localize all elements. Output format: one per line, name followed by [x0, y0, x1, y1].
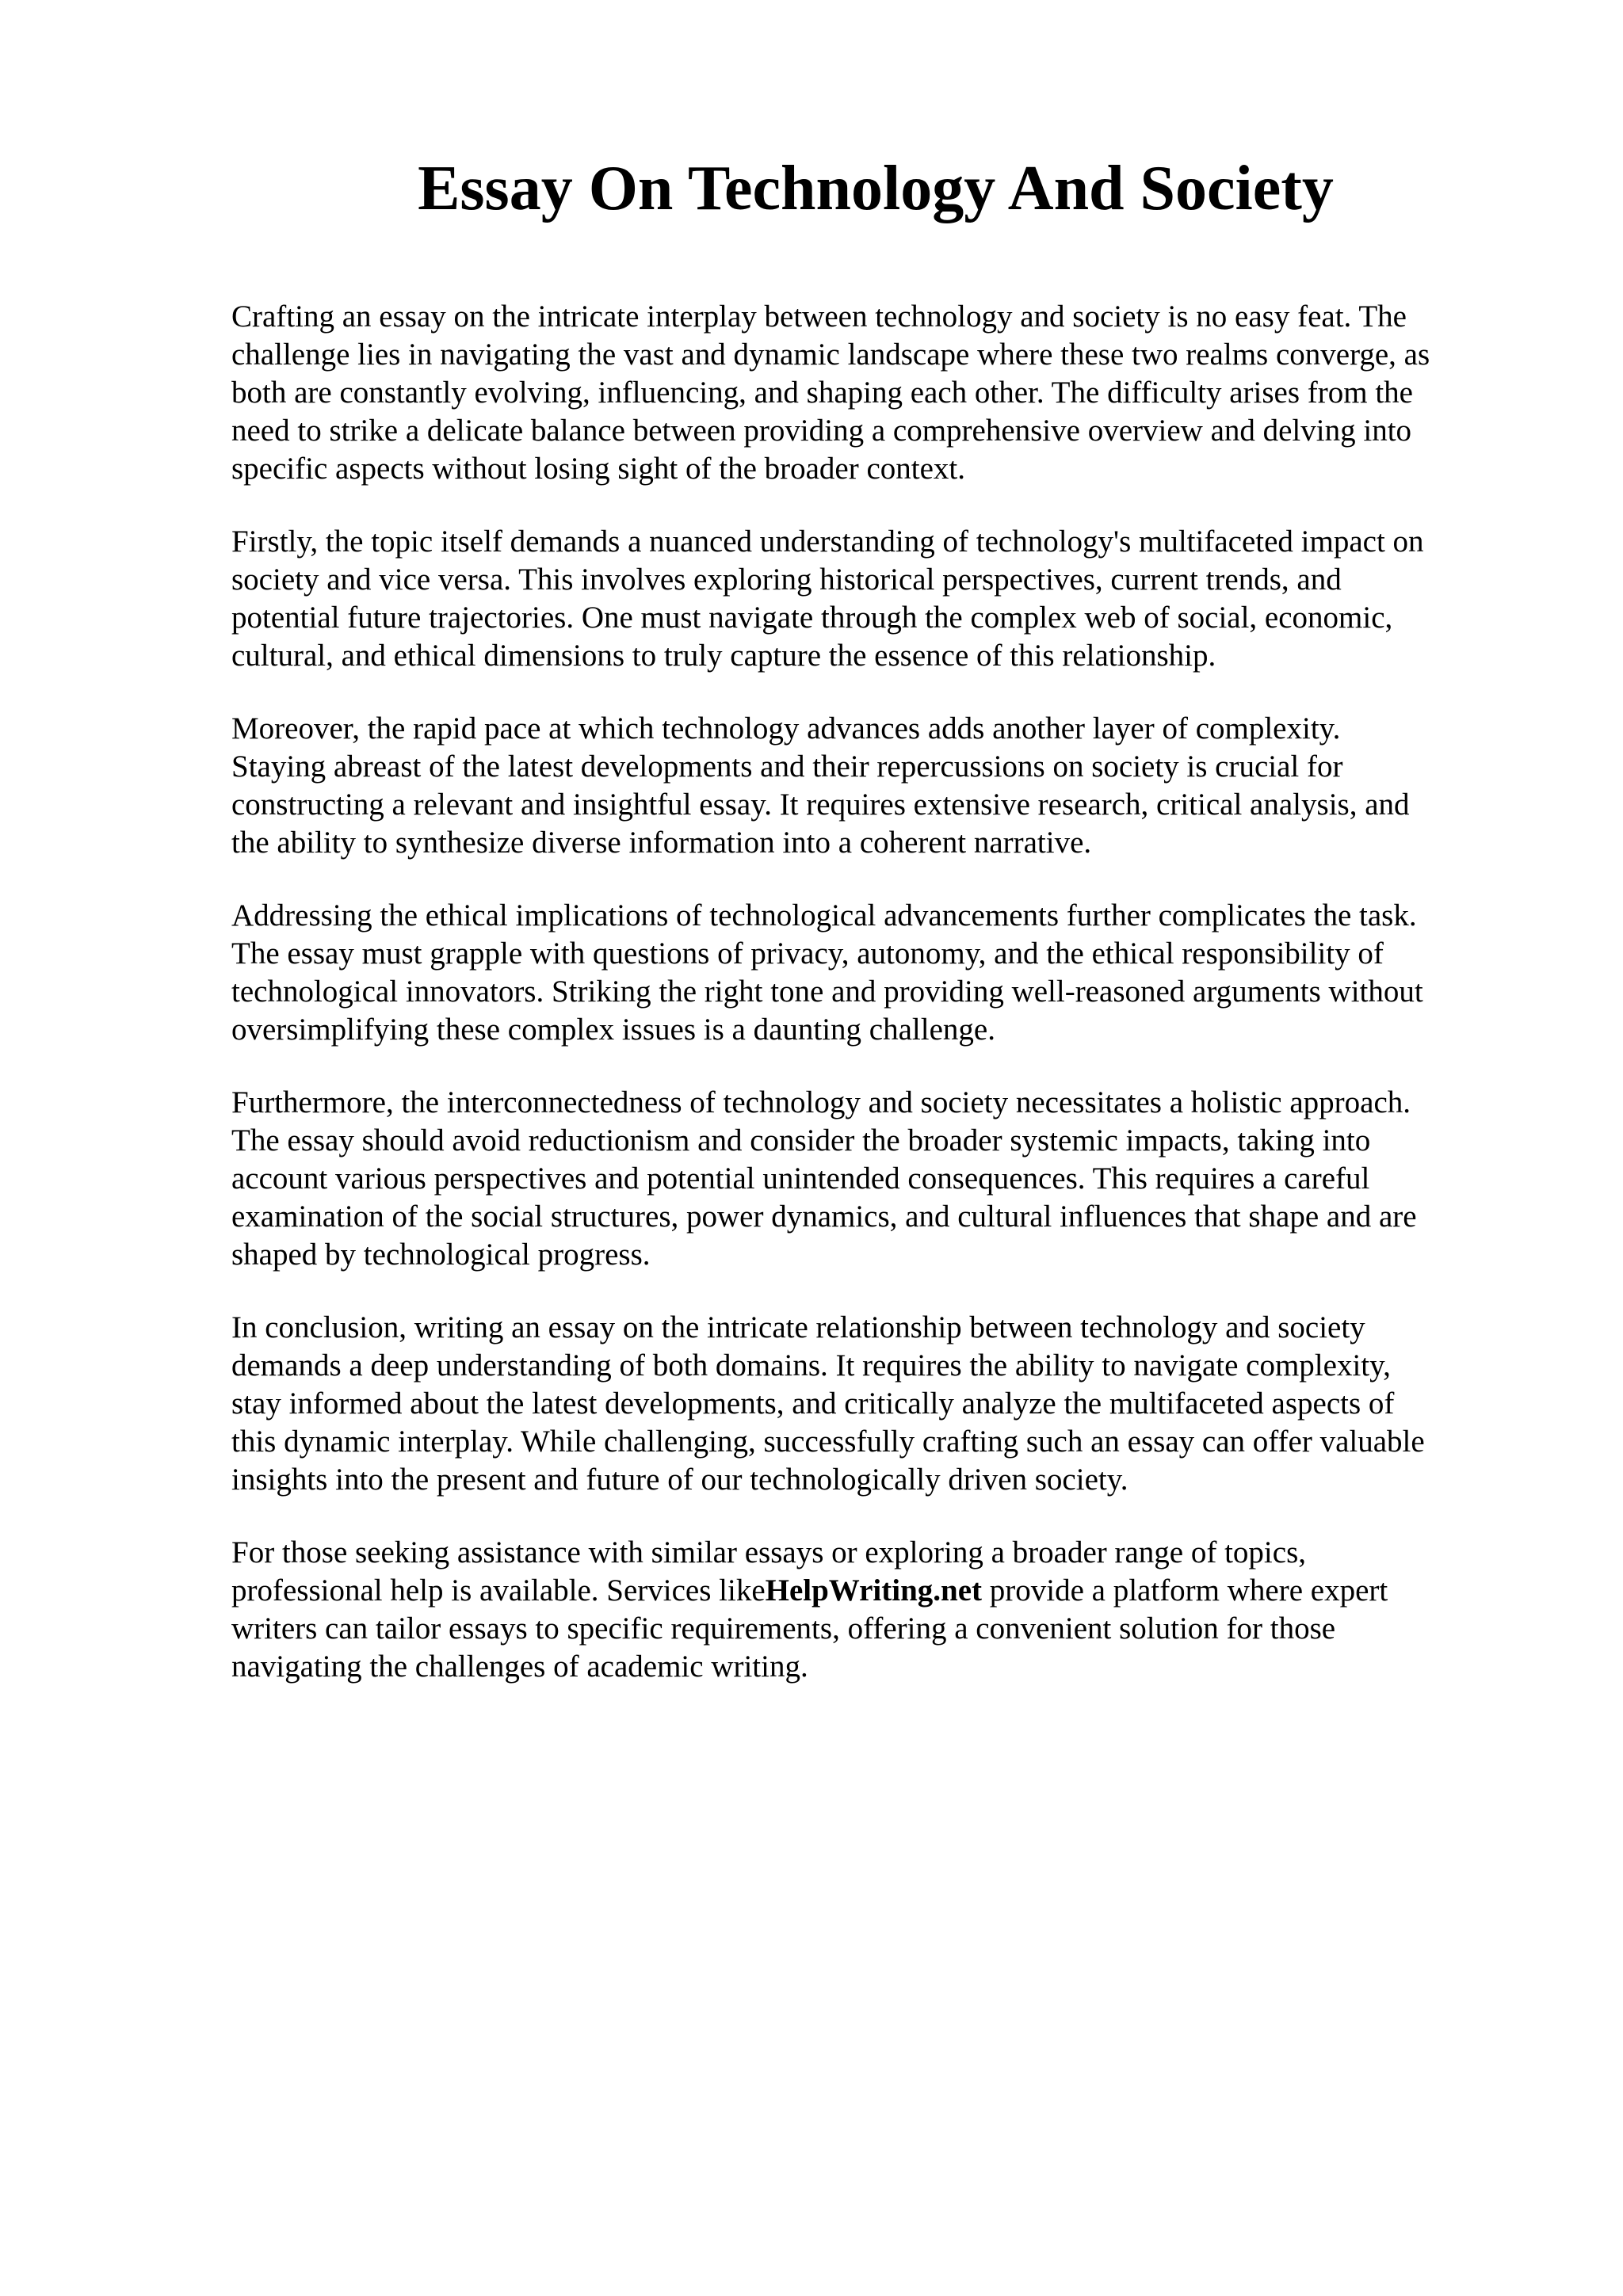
- text-line: cultural, and ethical dimensions to truly capture the essence of this relationship.: [231, 639, 1216, 673]
- paragraph-moreover: [231, 710, 1539, 862]
- text-line: shaped by technological progress.: [231, 1238, 651, 1272]
- text-line: society and vice versa. This involves exploring historical perspectives, current trends, and: [231, 563, 1342, 597]
- text-line: For those seeking assistance with similar essays or exploring a broader range of topics,: [231, 1535, 1306, 1569]
- text-line: writers can tailor essays to specific requirements, offering a convenient solution for those: [231, 1611, 1336, 1646]
- document-title: Essay On Technology And Society: [418, 154, 1334, 223]
- text-line: this dynamic interplay. While challenging, successfully crafting such an essay can offer valuable: [231, 1425, 1425, 1459]
- paragraph-closing: [231, 1534, 1539, 1686]
- text-line: constructing a relevant and insightful essay. It requires extensive research, critical analysis, and: [231, 788, 1410, 822]
- text-line: Moreover, the rapid pace at which technology advances adds another layer of complexity.: [231, 711, 1341, 746]
- text-line: Addressing the ethical implications of technological advancements further complicates the task.: [231, 898, 1417, 933]
- text-line: [231, 1572, 1539, 1610]
- text-line: account various perspectives and potential unintended consequences. This requires a careful: [231, 1161, 1370, 1196]
- text-line: the ability to synthesize diverse information into a coherent narrative.: [231, 826, 1092, 860]
- closing-text-after-link: provide a platform where expert: [982, 1573, 1388, 1608]
- helpwriting-link[interactable]: HelpWriting.net: [765, 1573, 983, 1608]
- text-line: The essay must grapple with questions of privacy, autonomy, and the ethical responsibility of: [231, 936, 1384, 971]
- text-line: both are constantly evolving, influencing, and shaping each other. The difficulty arises from the: [231, 376, 1413, 410]
- text-line: navigating the challenges of academic writing.: [231, 1650, 808, 1684]
- text-line: The essay should avoid reductionism and consider the broader systemic impacts, taking into: [231, 1123, 1371, 1158]
- text-line: technological innovators. Striking the right tone and providing well-reasoned arguments without: [231, 974, 1423, 1009]
- paragraph-furthermore: [231, 1084, 1539, 1274]
- text-line: Staying abreast of the latest developments and their repercussions on society is crucial for: [231, 749, 1343, 784]
- paragraph-conclusion: [231, 1309, 1539, 1499]
- text-line: Crafting an essay on the intricate interplay between technology and society is no easy feat. The: [231, 299, 1407, 334]
- text-line: stay informed about the latest developments, and critically analyze the multifaceted aspects of: [231, 1386, 1395, 1421]
- text-line: demands a deep understanding of both domains. It requires the ability to navigate complexity,: [231, 1348, 1391, 1383]
- text-line: challenge lies in navigating the vast and dynamic landscape where these two realms converge, as: [231, 338, 1430, 372]
- text-line: oversimplifying these complex issues is a daunting challenge.: [231, 1013, 995, 1047]
- closing-text-before-link: professional help is available. Services like: [231, 1573, 766, 1608]
- text-line: Furthermore, the interconnectedness of technology and society necessitates a holistic approach.: [231, 1085, 1411, 1119]
- text-line: potential future trajectories. One must navigate through the complex web of social, economic,: [231, 601, 1393, 635]
- document-body: [231, 298, 1539, 1721]
- text-line: In conclusion, writing an essay on the intricate relationship between technology and society: [231, 1310, 1365, 1344]
- text-line: insights into the present and future of our technologically driven society.: [231, 1463, 1128, 1497]
- paragraph-ethics: [231, 897, 1539, 1049]
- paragraph-intro: [231, 298, 1539, 488]
- paragraph-firstly: [231, 523, 1539, 675]
- text-line: specific aspects without losing sight of the broader context.: [231, 452, 966, 486]
- text-line: examination of the social structures, power dynamics, and cultural influences that shape and are: [231, 1199, 1417, 1234]
- text-line: need to strike a delicate balance between providing a comprehensive overview and delving into: [231, 414, 1412, 448]
- text-line: Firstly, the topic itself demands a nuanced understanding of technology's multifaceted impact on: [231, 524, 1424, 559]
